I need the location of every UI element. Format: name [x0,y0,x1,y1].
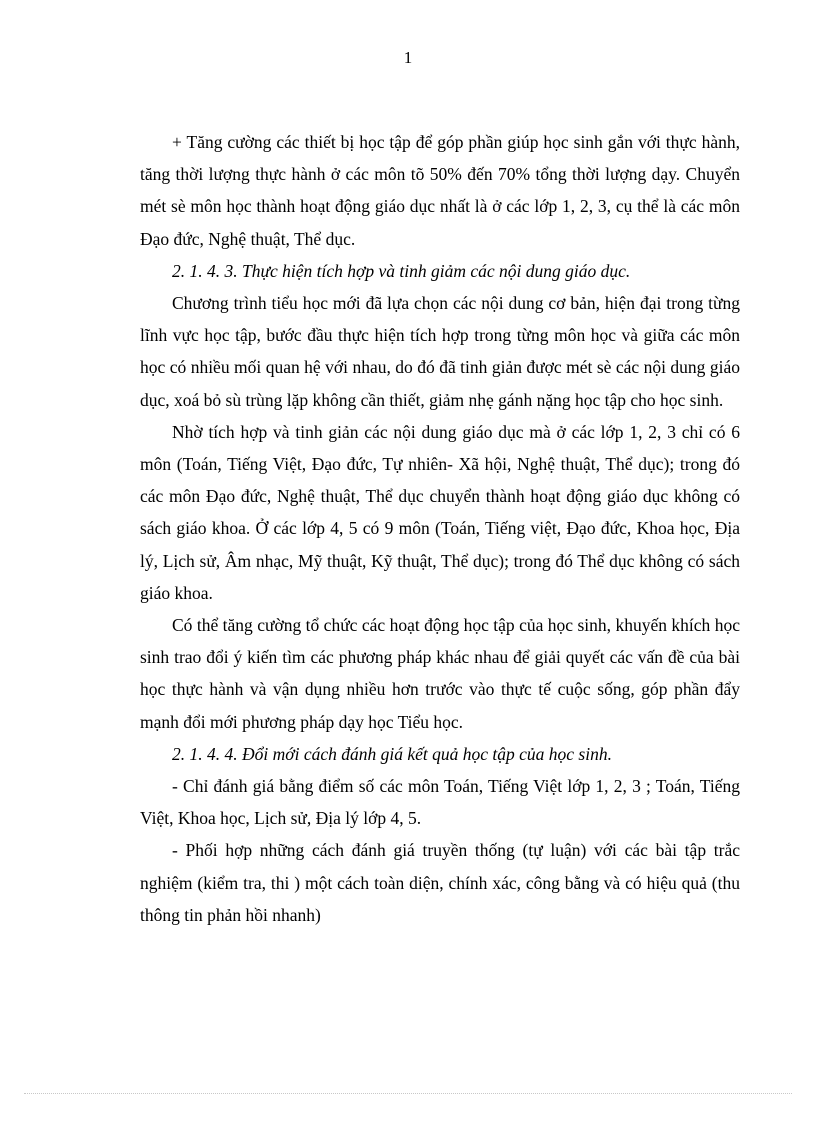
paragraph-equipment: + Tăng cường các thiết bị học tập để góp phần giúp học sinh gắn với thực hành, tăng thời lượng thực hành ở các môn tõ 50% đến 70% tổng thời lượng dạy. Chuyển mét sè môn học thành hoạt động giáo dục nhất là ở các lớp 1, 2, 3, cụ thể là các môn Đạo đức, Nghệ thuật, Thể dục. [140,132,740,249]
section-heading-2-1-4-4: 2. 1. 4. 4. Đổi mới cách đánh giá kết quả học tập của học sinh. [172,743,612,764]
document-body [140,126,740,931]
paragraph-grading: - Chỉ đánh giá bằng điểm số các môn Toán, Tiếng Việt lớp 1, 2, 3 ; Toán, Tiếng Việt, Khoa học, Lịch sử, Địa lý lớp 4, 5. [140,776,740,829]
paragraph-learning-activities: Có thể tăng cường tổ chức các hoạt động học tập của học sinh, khuyến khích học sinh trao đổi ý kiến tìm các phương pháp khác nhau để giải quyết các vấn đề của bài học thực hành và vận dụng nhiều hơn trước vào thực tế cuộc sống, góp phần đẩy mạnh đổi mới phương pháp dạy học Tiểu học. [140,615,740,732]
section-heading-2-1-4-3: 2. 1. 4. 3. Thực hiện tích hợp và tinh giảm các nội dung giáo dục. [172,260,631,281]
paragraph-new-curriculum: Chương trình tiểu học mới đã lựa chọn các nội dung cơ bản, hiện đại trong từng lĩnh vực học tập, bước đầu thực hiện tích hợp trong từng môn học và giữa các môn học có nhiều mối quan hệ với nhau, do đó đã tinh giản được mét sè các nội dung giáo dục, xoá bỏ sù trùng lặp không cần thiết, giảm nhẹ gánh nặng học tập cho học sinh. [140,293,740,410]
page-bottom-divider [24,1093,792,1094]
paragraph-subjects: Nhờ tích hợp và tinh giản các nội dung giáo dục mà ở các lớp 1, 2, 3 chỉ có 6 môn (Toán, Tiếng Việt, Đạo đức, Tự nhiên- Xã hội, Nghệ thuật, Thể dục); trong đó các môn Đạo đức, Nghệ thuật, Thể dục chuyển thành hoạt động giáo dục không có sách giáo khoa. Ở các lớp 4, 5 có 9 môn (Toán, Tiếng việt, Đạo đức, Khoa học, Địa lý, Lịch sử, Âm nhạc, Mỹ thuật, Kỹ thuật, Thể dục); trong đó Thể dục không có sách giáo khoa. [140,421,740,603]
paragraph-assessment-methods: - Phối hợp những cách đánh giá truyền thống (tự luận) với các bài tập trắc nghiệm (kiểm tra, thi ) một cách toàn diện, chính xác, công bằng và có hiệu quả (thu thông tin phản hồi nhanh) [140,840,740,925]
page-number: 1 [403,48,413,67]
